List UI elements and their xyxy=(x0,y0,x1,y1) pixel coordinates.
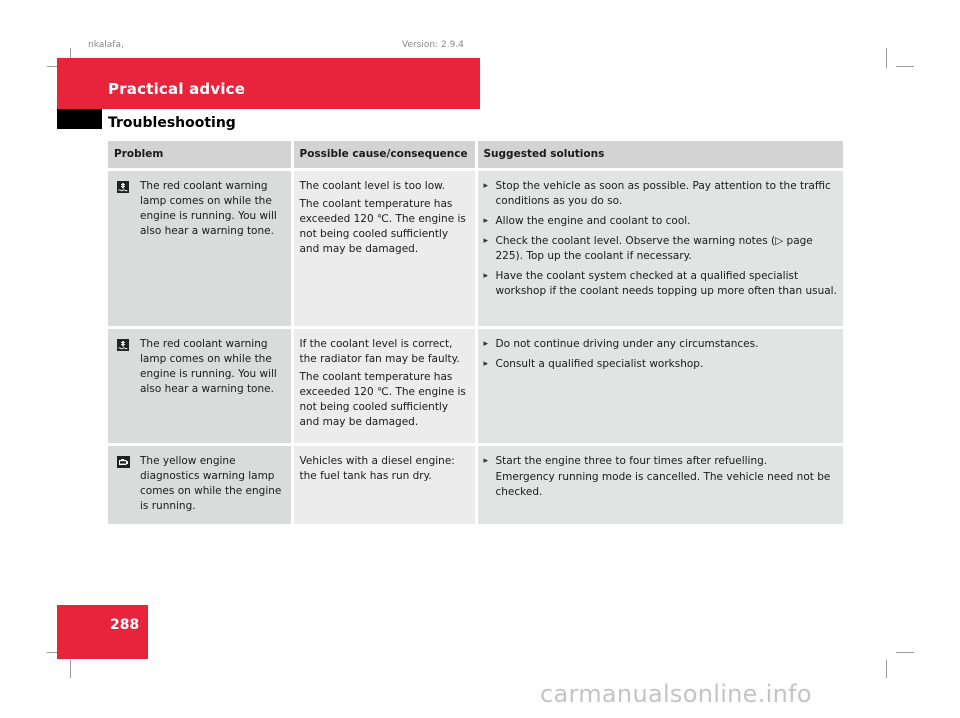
solution-item: ▸ Check the coolant level. Observe the warning notes (▷ page 225). Top up the coolant if necessary. xyxy=(483,235,813,262)
coolant-warning-icon xyxy=(114,338,132,351)
column-header-problem: Problem xyxy=(108,141,292,170)
solution-item: ▸ Allow the engine and coolant to cool. xyxy=(483,215,691,227)
bullet-arrow-icon: ▸ xyxy=(483,271,489,281)
cause-cell xyxy=(292,170,476,328)
problem-cell xyxy=(108,328,292,445)
solution-item: ▸ Do not continue driving under any circumstances. xyxy=(483,338,759,350)
section-header-tab xyxy=(57,109,102,129)
problem-text: The red coolant warning lamp comes on while the engine is running. You will also hear a warning tone. xyxy=(140,180,277,237)
crop-mark xyxy=(886,660,887,678)
problem-text: The red coolant warning lamp comes on while the engine is running. You will also hear a warning tone. xyxy=(140,338,277,395)
bullet-arrow-icon: ▸ xyxy=(483,216,489,226)
cause-text: Vehicles with a diesel engine: the fuel tank has run dry. xyxy=(299,455,455,482)
bullet-arrow-icon: ▸ xyxy=(483,236,489,246)
bullet-arrow-icon: ▸ xyxy=(483,181,489,191)
solutions-cell xyxy=(476,445,843,525)
table-row xyxy=(108,170,843,328)
print-version: Version: 2.9.4 xyxy=(402,40,464,50)
problem-cell xyxy=(108,170,292,328)
cause-cell xyxy=(292,445,476,525)
solutions-cell xyxy=(476,170,843,328)
print-user: nkalafa, xyxy=(88,40,124,50)
column-header-cause: Possible cause/consequence xyxy=(292,141,476,170)
section-title: Practical advice xyxy=(108,80,246,98)
crop-mark xyxy=(886,48,887,68)
watermark: carmanualsonline.info xyxy=(540,680,812,708)
table-header-row xyxy=(108,141,843,170)
subsection-title: Troubleshooting xyxy=(108,115,236,131)
solution-note: Emergency running mode is cancelled. The vehicle need not be checked. xyxy=(495,471,831,498)
coolant-warning-icon xyxy=(114,180,132,193)
solutions-cell xyxy=(476,328,843,445)
bullet-arrow-icon: ▸ xyxy=(483,456,489,466)
solution-item: ▸ Start the engine three to four times after refuelling. xyxy=(483,455,768,467)
column-header-solutions: Suggested solutions xyxy=(476,141,843,170)
solution-item: ▸ Consult a qualified specialist workshop. xyxy=(483,358,704,370)
table-row xyxy=(108,328,843,445)
solution-item: ▸ Stop the vehicle as soon as possible. Pay attention to the traffic conditions as you do so. xyxy=(483,180,831,207)
bullet-arrow-icon: ▸ xyxy=(483,339,489,349)
troubleshooting-table xyxy=(108,141,843,524)
solution-item: ▸ Have the coolant system checked at a qualified specialist workshop if the coolant needs topping up more often than usual. xyxy=(483,270,837,297)
cause-text: The coolant temperature has exceeded 120 ℃. The engine is not being cooled sufficiently and may be damaged. xyxy=(299,198,466,255)
cause-text: The coolant level is too low. xyxy=(299,180,446,192)
bullet-arrow-icon: ▸ xyxy=(483,359,489,369)
crop-mark xyxy=(896,652,914,653)
cause-text: If the coolant level is correct, the radiator fan may be faulty. xyxy=(299,338,460,365)
page-number: 288 xyxy=(110,617,140,633)
table-row xyxy=(108,445,843,525)
crop-mark xyxy=(896,66,914,67)
cause-text: The coolant temperature has exceeded 120 ℃. The engine is not being cooled sufficiently and may be damaged. xyxy=(299,371,466,428)
crop-mark xyxy=(70,660,71,678)
engine-diagnostics-icon xyxy=(114,455,132,468)
problem-cell xyxy=(108,445,292,525)
problem-text: The yellow engine diagnostics warning lamp comes on while the engine is running. xyxy=(140,455,282,512)
cause-cell xyxy=(292,328,476,445)
